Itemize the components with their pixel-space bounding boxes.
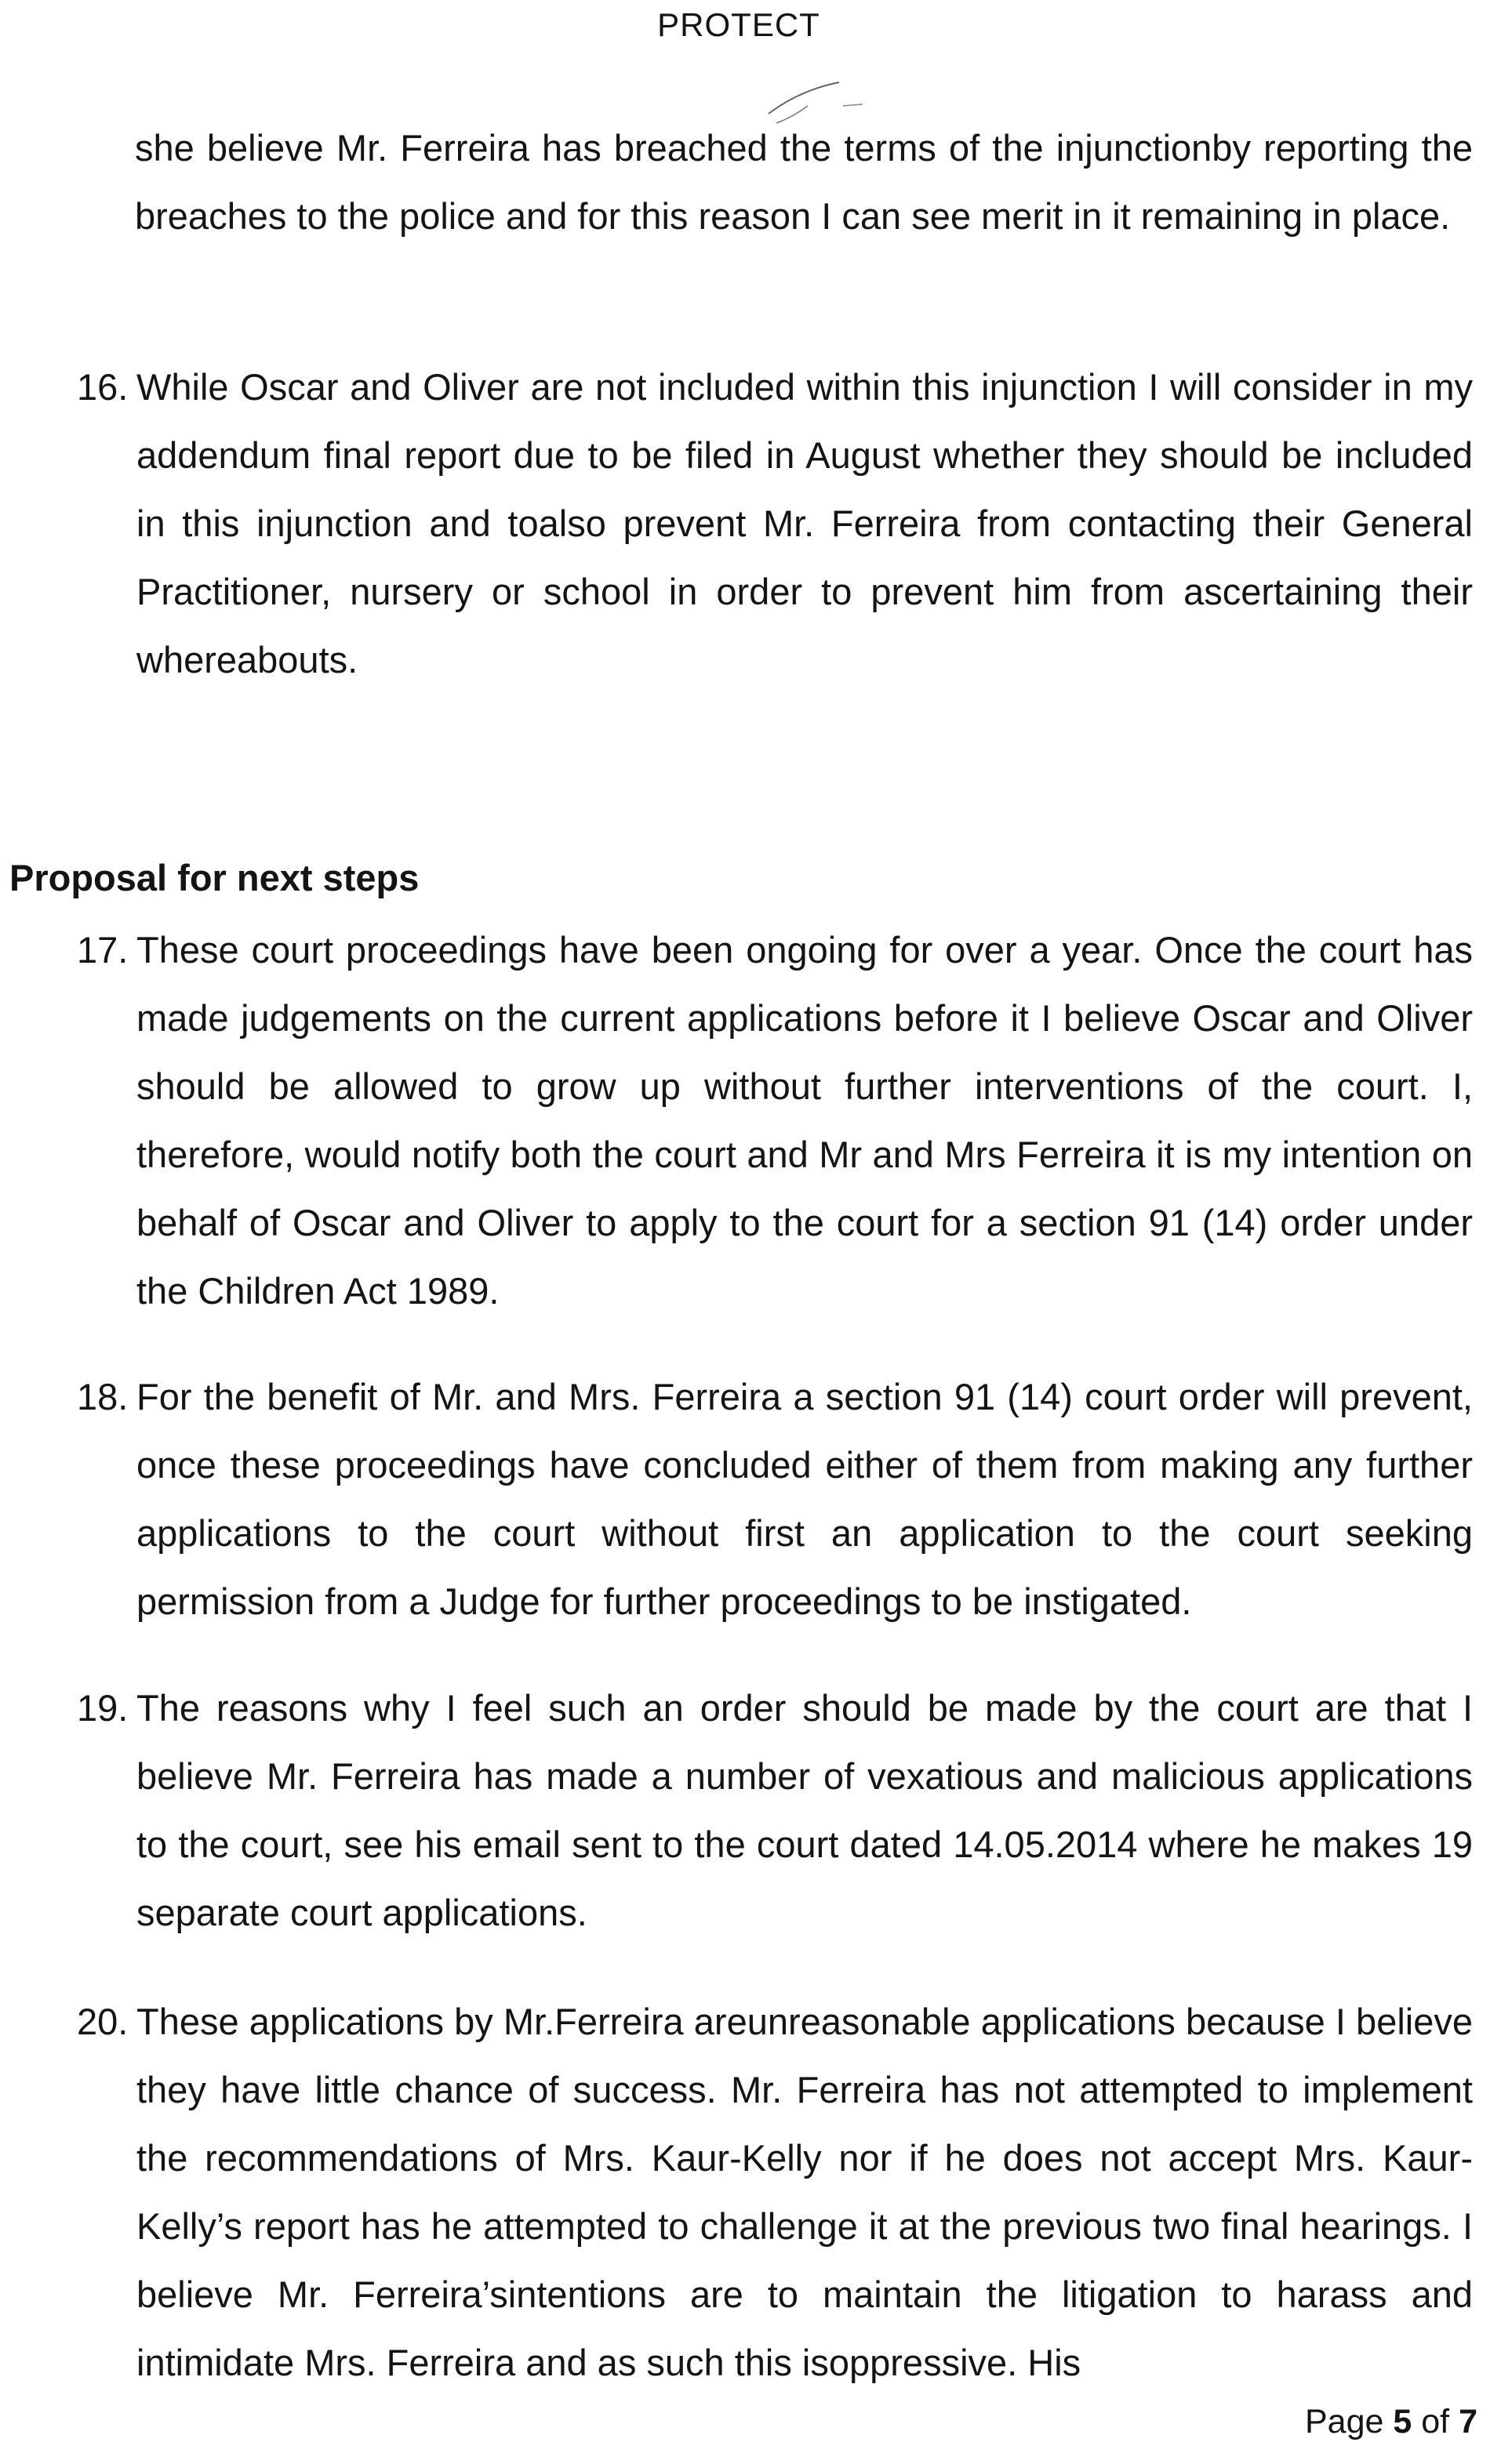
of-word: of [1421, 2403, 1450, 2440]
page-word: Page [1304, 2403, 1384, 2440]
paragraph-text: The reasons why I feel such an order should be made by the court are that I believe Mr. Ferreira has made a number of vexatious and malicious applications to the court, see his email sent to the court dated 14.05.2014 where he makes 19 separate court applications. [136, 1687, 1473, 1933]
paragraph-19 [77, 1674, 1473, 1947]
section-heading: Proposal for next steps [9, 857, 420, 898]
continuation-paragraph: she believe Mr. Ferreira has breached the terms of the injunctionby reporting the breaches to the police and for this reason I can see merit in it remaining in place. [135, 127, 1473, 237]
paragraph-16 [77, 353, 1473, 694]
protective-marking-header: PROTECT [657, 6, 820, 43]
paragraph-number: 20. [77, 2001, 129, 2042]
paragraph-17 [77, 916, 1473, 1325]
page-number-footer [1305, 2403, 1477, 2441]
total-pages: 7 [1459, 2403, 1477, 2440]
paragraph-number: 16. [77, 366, 129, 408]
paragraph-number: 17. [77, 929, 129, 971]
paragraph-text: These court proceedings have been ongoing for over a year. Once the court has made judgements on the current applications before it I believe Oscar and Oliver should be allowed to grow up without further interventions of the court. I, therefore, would notify both the court and Mr and Mrs Ferreira it is my intention on behalf of Oscar and Oliver to apply to the court for a section 91 (14) order under the Children Act 1989. [136, 929, 1473, 1312]
paragraph-20 [77, 1987, 1473, 2397]
paragraph-text: For the benefit of Mr. and Mrs. Ferreira a section 91 (14) court order will prevent, once these proceedings have concluded either of them from making any further applications to the court without first an application to the court seeking permission from a Judge for further proceedings to be instigated. [136, 1376, 1473, 1622]
current-page: 5 [1393, 2403, 1412, 2440]
paragraph-18 [77, 1363, 1473, 1635]
paragraph-text: While Oscar and Oliver are not included within this injunction I will consider in my addendum final report due to be filed in August whether they should be included in this injunction and toalso prevent Mr. Ferreira from contacting their General Practitioner, nursery or school in order to prevent him from ascertaining their whereabouts. [136, 366, 1473, 680]
paragraph-number: 19. [77, 1687, 129, 1729]
paragraph-text: These applications by Mr.Ferreira areunreasonable applications because I believe they have little chance of success. Mr. Ferreira has not attempted to implement the recommendations of Mrs. Kaur-Kelly nor if he does not accept Mrs. Kaur-Kelly’s report has he attempted to challenge it at the previous two final hearings. I believe Mr. Ferreira’sintentions are to maintain the litigation to harass and intimidate Mrs. Ferreira and as such this isoppressive. His [136, 2001, 1473, 2383]
paragraph-number: 18. [77, 1376, 129, 1417]
